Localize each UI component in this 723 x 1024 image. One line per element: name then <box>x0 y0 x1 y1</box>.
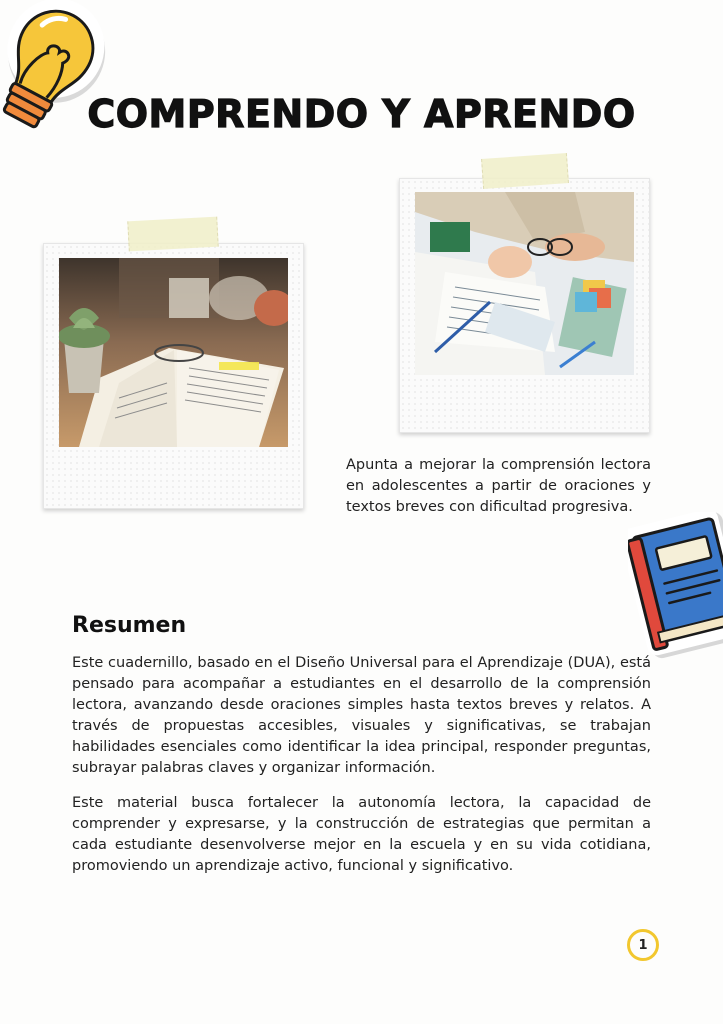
tape-left <box>127 217 218 252</box>
section-heading: Resumen <box>72 613 187 638</box>
photo-student-studying <box>415 192 634 375</box>
summary-paragraph-2: Este material busca fortalecer la autonomía lectora, la capacidad de comprender y expresarse, y la construcción de estrategias que permitan a cada estudiante desenvolverse mejor en la escuela y en su vida cotidiana, promoviendo un aprendizaje activo, funcional y significativo. <box>72 795 651 874</box>
photo-frame-right <box>399 178 650 433</box>
photo-frame-left <box>43 243 304 509</box>
book-icon <box>628 512 723 662</box>
tape-right <box>481 153 569 189</box>
photo-book-plant <box>59 258 288 447</box>
page-number: 1 <box>627 929 659 961</box>
intro-caption: Apunta a mejorar la comprensión lectora en adolescentes a partir de oraciones y textos breves con dificultad progresiva. <box>346 457 651 515</box>
page-title: COMPRENDO Y APRENDO <box>87 92 636 136</box>
lightbulb-icon <box>0 0 110 160</box>
summary-paragraph-1: Este cuadernillo, basado en el Diseño Universal para el Aprendizaje (DUA), está pensado para acompañar a estudiantes en el desarrollo de la comprensión lectora, avanzando desde oraciones simples hasta textos breves y relatos. A través de propuestas accesibles, visuales y significativas, se trabajan habilidades esenciales como identificar la idea principal, responder preguntas, subrayar palabras claves y organizar información. <box>72 655 651 776</box>
